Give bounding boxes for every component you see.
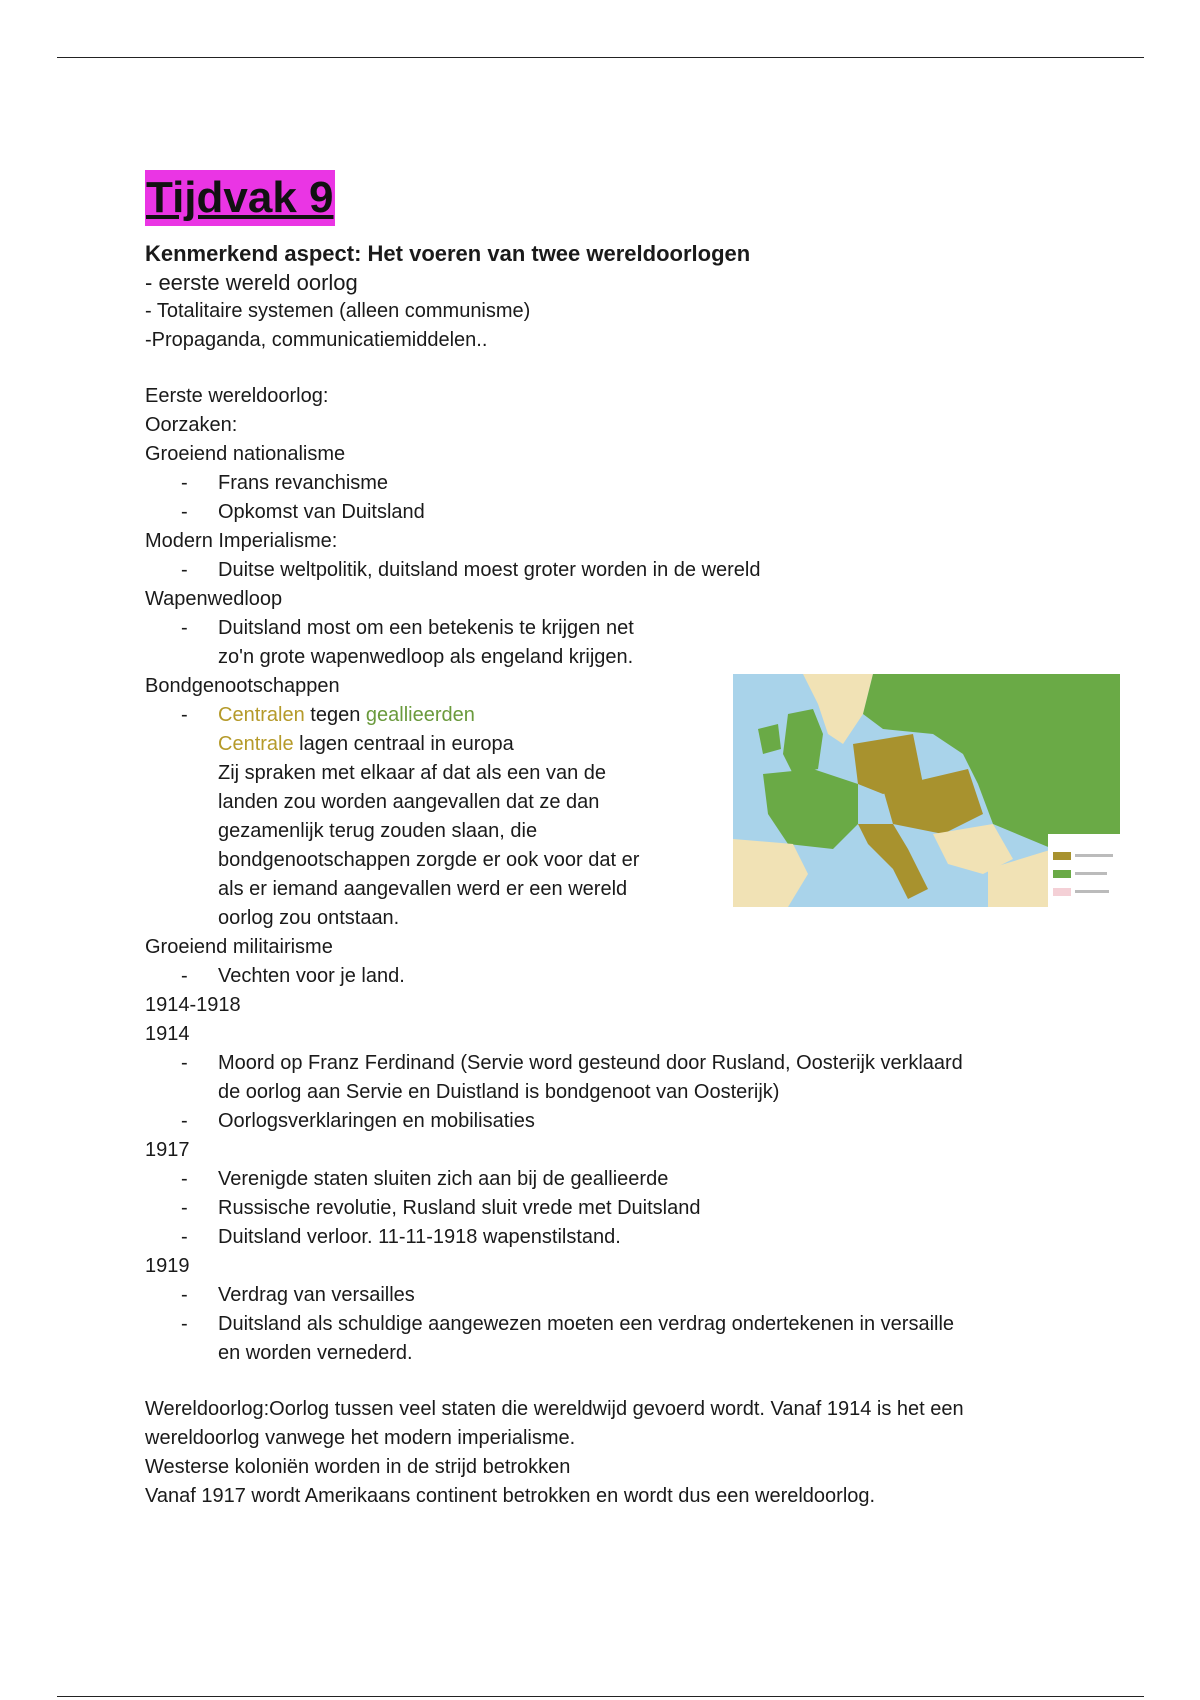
intro-line-2: - Totalitaire systemen (alleen communisme) [145, 300, 531, 322]
list-item: - Verenigde staten sluiten zich aan bij de geallieerde [181, 1168, 669, 1190]
legend-central-swatch [1053, 852, 1071, 860]
page-title: Tijdvak 9 [145, 170, 335, 226]
list-item-continuation: de oorlog aan Servie en Duistland is bondgenoot van Oosterijk) [218, 1081, 780, 1103]
list-item: - Centralen tegen geallieerden [181, 704, 475, 726]
geallieerden-term: geallieerden [365, 704, 475, 726]
definition-line-4: Vanaf 1917 wordt Amerikaans continent betrokken en wordt dus een wereldoorlog. [145, 1485, 876, 1507]
kenmerkend-aspect-heading: Kenmerkend aspect: Het voeren van twee wereldoorlogen [145, 241, 751, 266]
list-item: - Duitsland verloor. 11-11-1918 wapenstilstand. [181, 1226, 621, 1248]
centrale-term: Centrale [218, 733, 294, 755]
list-item: - Oorlogsverklaringen en mobilisaties [181, 1110, 535, 1132]
year-1919: 1919 [145, 1255, 190, 1277]
spacer [145, 1368, 1145, 1395]
list-item: - Vechten voor je land. [181, 965, 405, 987]
list-item: - Russische revolutie, Rusland sluit vrede met Duitsland [181, 1197, 701, 1219]
year-1914: 1914 [145, 1023, 190, 1045]
list-item: - Duitse weltpolitik, duitsland moest groter worden in de wereld [181, 559, 761, 581]
list-item-continuation: als er iemand aangevallen werd er een wereld [218, 878, 628, 900]
list-item-continuation: landen zou worden aangevallen dat ze dan [218, 791, 600, 813]
list-item-continuation: bondgenootschappen zorgde er ook voor dat er [218, 849, 640, 871]
list-item: - Opkomst van Duitsland [181, 501, 425, 523]
list-item-continuation: en worden vernederd. [218, 1342, 413, 1364]
definition-line-2: wereldoorlog vanwege het modern imperialisme. [145, 1427, 576, 1449]
bottom-rule [57, 1696, 1144, 1697]
militairisme-heading: Groeiend militairisme [145, 936, 333, 958]
oorzaken-heading: Oorzaken: [145, 414, 238, 436]
list-item: - Moord op Franz Ferdinand (Servie word gesteund door Rusland, Oosterijk verklaard [181, 1052, 963, 1074]
intro-line-3: -Propaganda, communicatiemiddelen.. [145, 329, 488, 351]
legend-allies-swatch [1053, 870, 1071, 878]
list-item-continuation: Zij spraken met elkaar af dat als een van de [218, 762, 606, 784]
legend-line-1 [1075, 854, 1113, 857]
period-heading: 1914-1918 [145, 994, 241, 1016]
legend-neutral-swatch [1053, 888, 1071, 896]
list-item-continuation: gezamenlijk terug zouden slaan, die [218, 820, 538, 842]
list-item: - Verdrag van versailles [181, 1284, 415, 1306]
list-item: - Duitsland als schuldige aangewezen moeten een verdrag ondertekenen in versaille [181, 1313, 955, 1335]
nationalisme-heading: Groeiend nationalisme [145, 443, 346, 465]
imperialisme-heading: Modern Imperialisme: [145, 530, 338, 552]
list-item: - Duitsland most om een betekenis te krijgen net [181, 617, 634, 639]
legend-line-3 [1075, 890, 1109, 893]
list-item-continuation: oorlog zou ontstaan. [218, 907, 400, 929]
bondgenootschappen-heading: Bondgenootschappen [145, 675, 340, 697]
europe-alliances-map [733, 674, 1120, 907]
year-1917: 1917 [145, 1139, 190, 1161]
legend-line-2 [1075, 872, 1107, 875]
wapenwedloop-heading: Wapenwedloop [145, 588, 283, 610]
centralen-term: Centralen [218, 704, 305, 726]
top-rule [57, 57, 1144, 58]
definition-line-1: Wereldoorlog:Oorlog tussen veel staten die wereldwijd gevoerd wordt. Vanaf 1914 is het een [145, 1398, 964, 1420]
list-item: - Frans revanchisme [181, 472, 389, 494]
definition-line-3: Westerse koloniën worden in de strijd betrokken [145, 1456, 571, 1478]
section-heading-ww1: Eerste wereldoorlog: [145, 385, 329, 407]
spacer [145, 355, 1145, 382]
list-item-continuation: Centrale lagen centraal in europa [218, 733, 514, 755]
intro-line-1: - eerste wereld oorlog [145, 270, 358, 295]
list-item-continuation: zo'n grote wapenwedloop als engeland krijgen. [218, 646, 634, 668]
